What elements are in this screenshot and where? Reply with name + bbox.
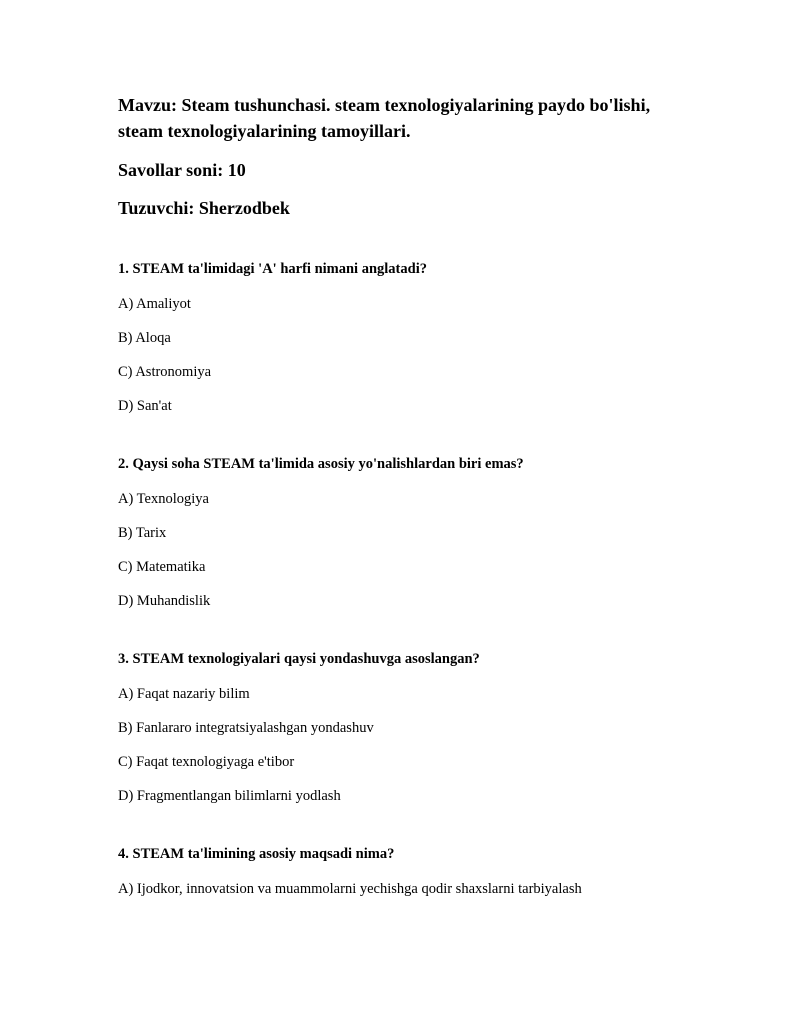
topic-line-1: Mavzu: Steam tushunchasi. steam texnologiyalarining paydo bo'lishi, [118, 95, 651, 115]
option-a: A) Amaliyot [118, 296, 191, 312]
question-text: 3. STEAM texnologiyalari qaysi yondashuvga asoslangan? [118, 651, 480, 667]
question-count: Savollar soni: 10 [118, 160, 246, 180]
question-text: 2. Qaysi soha STEAM ta'limida asosiy yo'nalishlardan biri emas? [118, 456, 524, 472]
option-c: C) Matematika [118, 559, 206, 575]
option-a: A) Ijodkor, innovatsion va muammolarni yechishga qodir shaxslarni tarbiyalash [118, 881, 582, 897]
author: Tuzuvchi: Sherzodbek [118, 198, 290, 218]
question-text: 4. STEAM ta'limining asosiy maqsadi nima? [118, 846, 395, 862]
option-c: C) Astronomiya [118, 364, 212, 380]
question-2 [118, 455, 718, 610]
option-d: D) San'at [118, 398, 172, 414]
option-b: B) Aloqa [118, 330, 171, 346]
question-text: 1. STEAM ta'limidagi 'A' harfi nimani anglatadi? [118, 261, 427, 277]
option-d: D) Muhandislik [118, 593, 211, 609]
option-b: B) Tarix [118, 525, 167, 541]
option-a: A) Faqat nazariy bilim [118, 686, 250, 702]
question-1 [118, 260, 718, 415]
document-page [118, 92, 718, 938]
option-a: A) Texnologiya [118, 491, 209, 507]
topic-line-2: steam texnologiyalarining tamoyillari. [118, 121, 411, 141]
question-list [118, 260, 718, 898]
option-d: D) Fragmentlangan bilimlarni yodlash [118, 788, 341, 804]
option-c: C) Faqat texnologiyaga e'tibor [118, 754, 295, 770]
question-3 [118, 650, 718, 805]
document-title [118, 92, 718, 144]
option-b: B) Fanlararo integratsiyalashgan yondashuv [118, 720, 374, 736]
question-4 [118, 845, 718, 898]
